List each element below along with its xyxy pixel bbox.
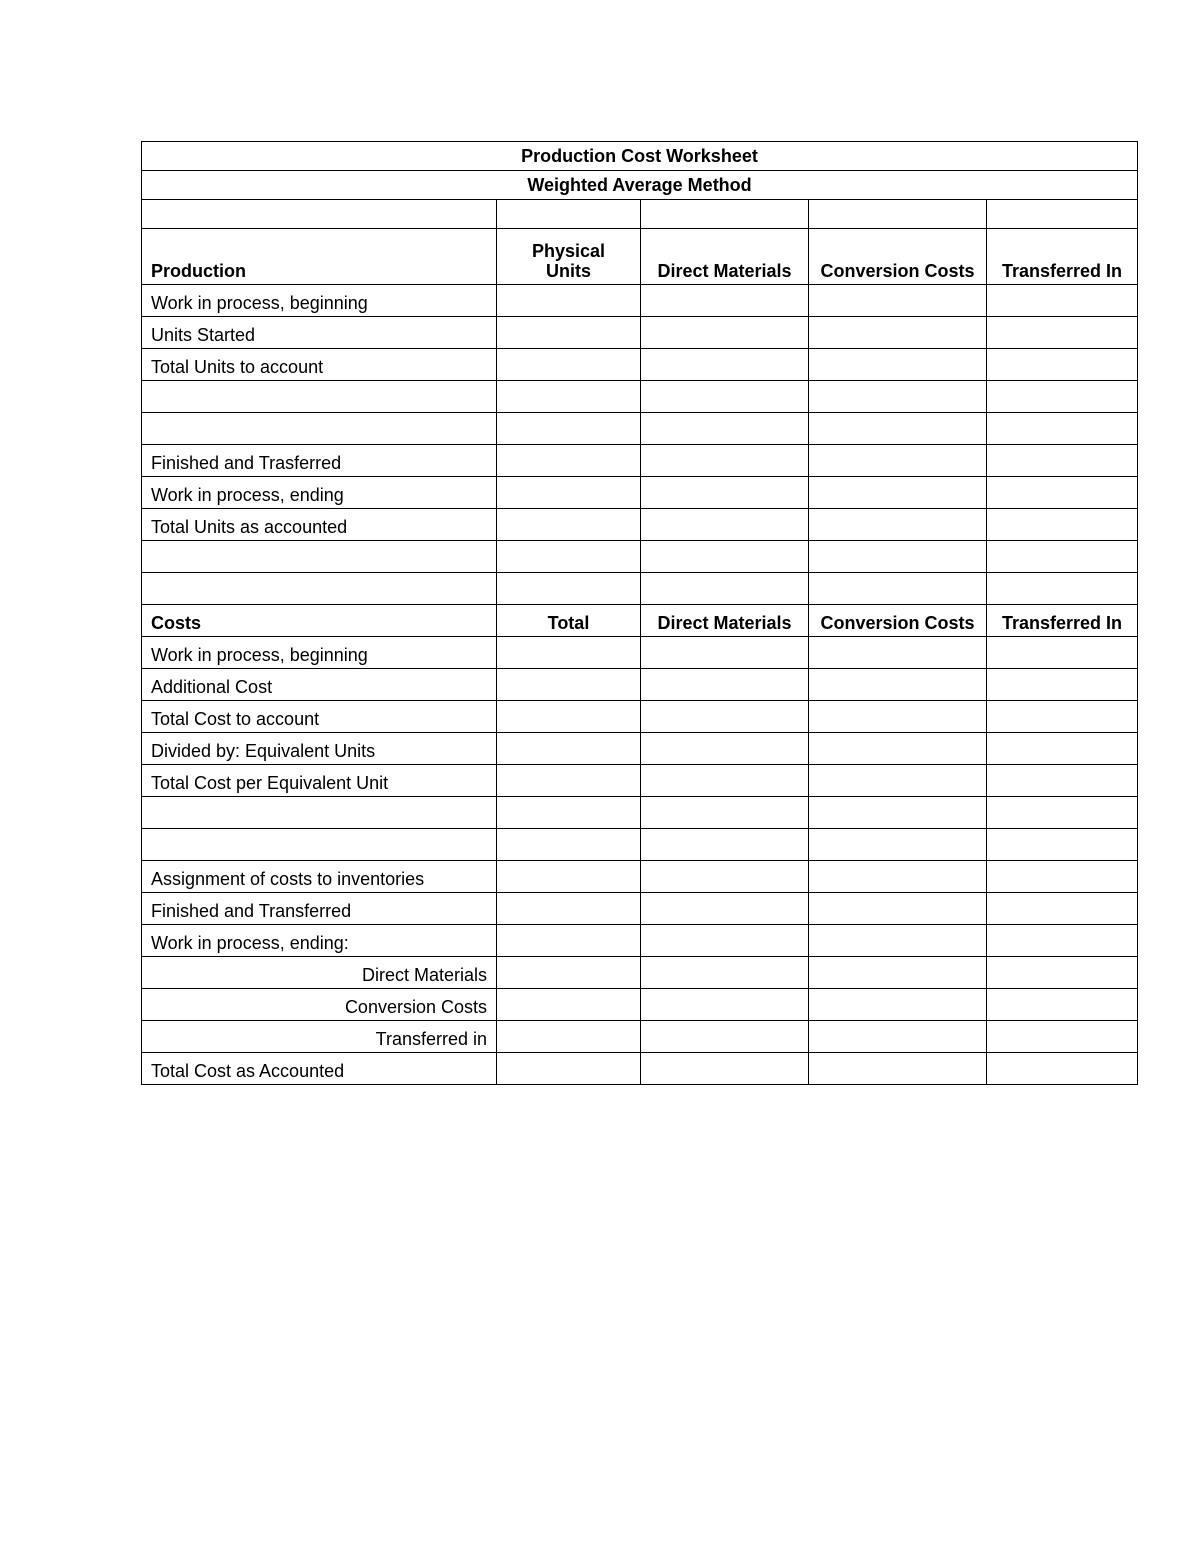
- value-cell[interactable]: [809, 893, 987, 925]
- row-label: Work in process, beginning: [142, 285, 497, 317]
- row-label: Work in process, ending: [142, 477, 497, 509]
- value-cell[interactable]: [641, 797, 809, 829]
- value-cell[interactable]: [809, 285, 987, 317]
- value-cell[interactable]: [809, 1021, 987, 1053]
- row-label: Total Units to account: [142, 349, 497, 381]
- value-cell[interactable]: [641, 989, 809, 1021]
- value-cell[interactable]: [809, 445, 987, 477]
- value-cell[interactable]: [809, 797, 987, 829]
- value-cell[interactable]: [987, 733, 1138, 765]
- value-cell[interactable]: [987, 1053, 1138, 1085]
- value-cell[interactable]: [809, 765, 987, 797]
- value-cell[interactable]: [497, 349, 641, 381]
- value-cell[interactable]: [987, 893, 1138, 925]
- row-label: Transferred in: [142, 1021, 497, 1053]
- table-row: [142, 285, 1138, 317]
- row-label: Total Units as accounted: [142, 509, 497, 541]
- conversion-costs-header: Conversion Costs: [809, 229, 987, 285]
- value-cell[interactable]: [641, 349, 809, 381]
- row-label: Conversion Costs: [142, 989, 497, 1021]
- value-cell[interactable]: [497, 765, 641, 797]
- value-cell[interactable]: [641, 381, 809, 413]
- value-cell[interactable]: [497, 925, 641, 957]
- value-cell[interactable]: [497, 573, 641, 605]
- value-cell[interactable]: [809, 669, 987, 701]
- transferred-in-header: Transferred In: [987, 605, 1138, 637]
- production-cost-worksheet-table: [141, 141, 1138, 1085]
- value-cell[interactable]: [497, 413, 641, 445]
- value-cell[interactable]: [987, 573, 1138, 605]
- table-row: [142, 573, 1138, 605]
- table-row: [142, 349, 1138, 381]
- value-cell[interactable]: [809, 413, 987, 445]
- value-cell[interactable]: [641, 573, 809, 605]
- table-row: [142, 541, 1138, 573]
- value-cell[interactable]: [497, 733, 641, 765]
- table-row: [142, 445, 1138, 477]
- production-rows: [142, 285, 1138, 605]
- value-cell[interactable]: [809, 637, 987, 669]
- spacer-cell[interactable]: [987, 200, 1138, 229]
- value-cell[interactable]: [809, 573, 987, 605]
- value-cell[interactable]: [497, 285, 641, 317]
- value-cell[interactable]: [497, 829, 641, 861]
- value-cell[interactable]: [641, 445, 809, 477]
- value-cell[interactable]: [641, 925, 809, 957]
- row-label: [142, 541, 497, 573]
- value-cell[interactable]: [987, 509, 1138, 541]
- row-label: Divided by: Equivalent Units: [142, 733, 497, 765]
- value-cell[interactable]: [809, 1053, 987, 1085]
- value-cell[interactable]: [809, 829, 987, 861]
- production-header-row: [142, 229, 1138, 285]
- table-row: [142, 733, 1138, 765]
- table-row: [142, 829, 1138, 861]
- table-row: [142, 637, 1138, 669]
- value-cell[interactable]: [987, 861, 1138, 893]
- value-cell[interactable]: [497, 317, 641, 349]
- value-cell[interactable]: [809, 509, 987, 541]
- physical-units-header-line1: Physical: [531, 241, 606, 261]
- direct-materials-header: Direct Materials: [641, 605, 809, 637]
- row-label: Work in process, ending:: [142, 925, 497, 957]
- value-cell[interactable]: [987, 317, 1138, 349]
- table-row: [142, 509, 1138, 541]
- physical-units-header: [497, 229, 641, 285]
- value-cell[interactable]: [809, 989, 987, 1021]
- row-label: [142, 797, 497, 829]
- value-cell[interactable]: [987, 925, 1138, 957]
- total-header: Total: [497, 605, 641, 637]
- value-cell[interactable]: [987, 413, 1138, 445]
- table-row: [142, 989, 1138, 1021]
- value-cell[interactable]: [987, 669, 1138, 701]
- value-cell[interactable]: [987, 349, 1138, 381]
- spacer-row: [142, 200, 1138, 229]
- row-label: Additional Cost: [142, 669, 497, 701]
- value-cell[interactable]: [641, 829, 809, 861]
- value-cell[interactable]: [641, 893, 809, 925]
- conversion-costs-header: Conversion Costs: [809, 605, 987, 637]
- value-cell[interactable]: [497, 701, 641, 733]
- value-cell[interactable]: [641, 285, 809, 317]
- value-cell[interactable]: [497, 861, 641, 893]
- table-row: [142, 893, 1138, 925]
- value-cell[interactable]: [497, 893, 641, 925]
- transferred-in-header: Transferred In: [987, 229, 1138, 285]
- row-label: Finished and Trasferred: [142, 445, 497, 477]
- value-cell[interactable]: [497, 797, 641, 829]
- value-cell[interactable]: [641, 1053, 809, 1085]
- value-cell[interactable]: [497, 477, 641, 509]
- row-label: Direct Materials: [142, 957, 497, 989]
- production-section-label: Production: [142, 229, 497, 285]
- row-label: Assignment of costs to inventories: [142, 861, 497, 893]
- spacer-cell[interactable]: [497, 200, 641, 229]
- value-cell[interactable]: [987, 381, 1138, 413]
- table-row: [142, 925, 1138, 957]
- value-cell[interactable]: [641, 669, 809, 701]
- row-label: Work in process, beginning: [142, 637, 497, 669]
- table-row: [142, 1021, 1138, 1053]
- value-cell[interactable]: [809, 701, 987, 733]
- value-cell[interactable]: [641, 701, 809, 733]
- value-cell[interactable]: [641, 1021, 809, 1053]
- table-row: [142, 413, 1138, 445]
- value-cell[interactable]: [809, 925, 987, 957]
- value-cell[interactable]: [497, 381, 641, 413]
- value-cell[interactable]: [987, 477, 1138, 509]
- table-row: [142, 669, 1138, 701]
- physical-units-header-line2: Units: [546, 261, 591, 281]
- value-cell[interactable]: [641, 733, 809, 765]
- table-row: [142, 797, 1138, 829]
- table-row: [142, 1053, 1138, 1085]
- value-cell[interactable]: [497, 445, 641, 477]
- value-cell[interactable]: [987, 541, 1138, 573]
- value-cell[interactable]: [809, 349, 987, 381]
- value-cell[interactable]: [987, 445, 1138, 477]
- spacer-cell[interactable]: [641, 200, 809, 229]
- value-cell[interactable]: [497, 669, 641, 701]
- value-cell[interactable]: [987, 285, 1138, 317]
- table-row: [142, 477, 1138, 509]
- value-cell[interactable]: [497, 957, 641, 989]
- value-cell[interactable]: [987, 829, 1138, 861]
- value-cell[interactable]: [987, 637, 1138, 669]
- value-cell[interactable]: [641, 765, 809, 797]
- row-label: Total Cost to account: [142, 701, 497, 733]
- row-label: [142, 381, 497, 413]
- value-cell[interactable]: [987, 765, 1138, 797]
- costs-header-row: [142, 605, 1138, 637]
- table-row: [142, 317, 1138, 349]
- costs-rows: [142, 637, 1138, 1085]
- value-cell[interactable]: [497, 637, 641, 669]
- costs-section-label: Costs: [142, 605, 497, 637]
- value-cell[interactable]: [809, 477, 987, 509]
- value-cell[interactable]: [641, 413, 809, 445]
- table-row: [142, 701, 1138, 733]
- value-cell[interactable]: [641, 861, 809, 893]
- worksheet-subtitle: Weighted Average Method: [142, 171, 1138, 200]
- value-cell[interactable]: [497, 1053, 641, 1085]
- value-cell[interactable]: [809, 861, 987, 893]
- value-cell[interactable]: [987, 957, 1138, 989]
- table-row: [142, 957, 1138, 989]
- row-label: [142, 413, 497, 445]
- direct-materials-header: Direct Materials: [641, 229, 809, 285]
- row-label: [142, 829, 497, 861]
- value-cell[interactable]: [809, 541, 987, 573]
- row-label: Units Started: [142, 317, 497, 349]
- value-cell[interactable]: [497, 989, 641, 1021]
- row-label: Finished and Transferred: [142, 893, 497, 925]
- row-label: [142, 573, 497, 605]
- value-cell[interactable]: [641, 477, 809, 509]
- value-cell[interactable]: [987, 797, 1138, 829]
- value-cell[interactable]: [987, 989, 1138, 1021]
- value-cell[interactable]: [987, 701, 1138, 733]
- value-cell[interactable]: [641, 509, 809, 541]
- table-row: [142, 765, 1138, 797]
- value-cell[interactable]: [809, 317, 987, 349]
- worksheet-title: Production Cost Worksheet: [142, 142, 1138, 171]
- row-label: Total Cost as Accounted: [142, 1053, 497, 1085]
- spacer-cell[interactable]: [142, 200, 497, 229]
- spacer-cell[interactable]: [809, 200, 987, 229]
- value-cell[interactable]: [497, 1021, 641, 1053]
- value-cell[interactable]: [987, 1021, 1138, 1053]
- value-cell[interactable]: [641, 317, 809, 349]
- value-cell[interactable]: [497, 509, 641, 541]
- value-cell[interactable]: [641, 957, 809, 989]
- value-cell[interactable]: [497, 541, 641, 573]
- value-cell[interactable]: [809, 733, 987, 765]
- value-cell[interactable]: [809, 957, 987, 989]
- table-row: [142, 861, 1138, 893]
- value-cell[interactable]: [641, 541, 809, 573]
- table-row: [142, 381, 1138, 413]
- value-cell[interactable]: [809, 381, 987, 413]
- value-cell[interactable]: [641, 637, 809, 669]
- row-label: Total Cost per Equivalent Unit: [142, 765, 497, 797]
